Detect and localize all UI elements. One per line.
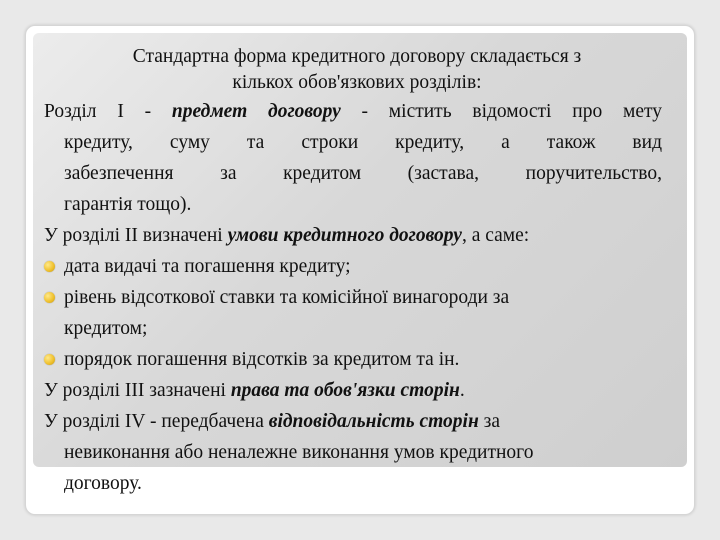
- section-4-line-2: невиконання або неналежне виконання умов кредитного: [64, 442, 534, 463]
- bullet-icon: [44, 292, 55, 303]
- title-line-2: кількох обов'язкових розділів:: [232, 72, 482, 93]
- bullet-2-line-2: кредитом;: [64, 318, 148, 339]
- bullet-item: [44, 344, 662, 375]
- section-1-prefix: Розділ I -: [44, 101, 172, 122]
- bullet-3-line-1: порядок погашення відсотків за кредитом та ін.: [64, 349, 460, 370]
- section-1-rest: - містить відомості про мету: [340, 101, 662, 122]
- section-3-prefix: У розділі III зазначені: [44, 380, 231, 401]
- title-line-1: Стандартна форма кредитного договору складається з: [132, 46, 582, 67]
- bullet-item: [44, 282, 662, 344]
- section-1: [44, 96, 662, 220]
- section-2-emphasis: умови кредитного договору: [227, 225, 462, 246]
- section-4-prefix: У розділі IV - передбачена: [44, 411, 269, 432]
- slide-content: [44, 44, 662, 499]
- bullet-item: [44, 251, 662, 282]
- section-3-suffix: .: [459, 380, 465, 401]
- section-2: [44, 220, 662, 251]
- section-4-line-1: [44, 406, 662, 437]
- section-1-line-3: забезпечення за кредитом (застава, поручительство,: [64, 163, 662, 184]
- section-3: [44, 375, 662, 406]
- bullet-icon: [44, 354, 55, 365]
- section-4-line-3: договору.: [64, 473, 142, 494]
- bullet-2-line-1: рівень відсоткової ставки та комісійної винагороди за: [64, 287, 510, 308]
- section-4-emphasis: відповідальність сторін: [268, 411, 479, 432]
- section-1-line-1: [44, 96, 662, 127]
- section-2-prefix: У розділі II визначені: [44, 225, 228, 246]
- section-1-line-2: кредиту, суму та строки кредиту, а також вид: [64, 132, 662, 153]
- bullet-icon: [44, 261, 55, 272]
- section-4-suffix: за: [478, 411, 501, 432]
- section-3-emphasis: права та обов'язки сторін: [230, 380, 460, 401]
- bullet-1-line-1: дата видачі та погашення кредиту;: [64, 256, 351, 277]
- section-4: [44, 406, 662, 499]
- slide-title: [44, 44, 662, 96]
- section-1-line-4: гарантія тощо).: [64, 194, 192, 215]
- section-2-suffix: , а саме:: [461, 225, 530, 246]
- section-1-emphasis: предмет договору: [171, 101, 341, 122]
